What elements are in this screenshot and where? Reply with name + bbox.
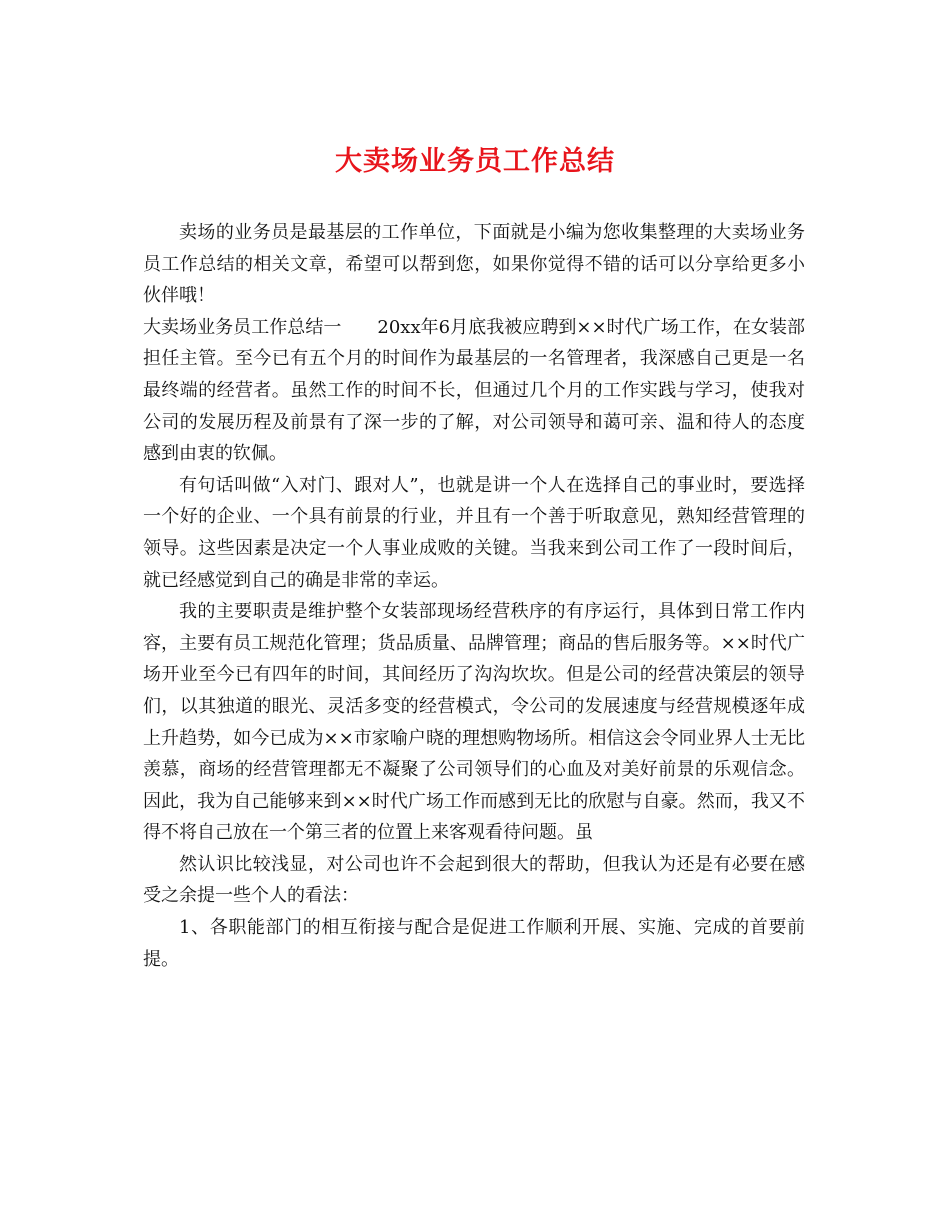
paragraph-right-people: 有句话叫做“入对门、跟对人”，也就是讲一个人在选择自己的事业时，要选择一个好的企业、一个具有前景的行业，并且有一个善于听取意见，熟知经营管理的领导。这些因素是决定一个人事业成败的关键。当我来到公司工作了一段时间后，就已经感觉到自己的确是非常的幸运。 <box>143 474 805 591</box>
section-one-paragraph <box>143 312 805 470</box>
section-one-text: 20xx年6月底我被应聘到××时代广场工作，在女装部担任主管。至今已有五个月的时间作为最基层的一名管理者，我深感自己更是一名最终端的经营者。虽然工作的时间不长，但通过几个月的工作实践与学习，使我对公司的发展历程及前景有了深一步的了解，对公司领导和蔼可亲、温和待人的态度感到由衷的钦佩。 <box>143 316 805 465</box>
paragraph-main-duties: 我的主要职责是维护整个女装部现场经营秩序的有序运行，具体到日常工作内容，主要有员工规范化管理；货品质量、品牌管理；商品的售后服务等。××时代广场开业至今已有四年的时间，其间经历了沟沟坎坎。但是公司的经营决策层的领导们，以其独道的眼光、灵活多变的经营模式，令公司的发展速度与经营规模逐年成上升趋势，如今已成为××市家喻户晓的理想购物场所。相信这会令同业界人士无比羡慕，商场的经营管理都无不凝聚了公司领导们的心血及对美好前景的乐观信念。因此，我为自己能够来到××时代广场工作而感到无比的欣慰与自豪。然而，我又不得不将自己放在一个第三者的位置上来客观看待问题。虽 <box>143 601 805 844</box>
section-one-label: 大卖场业务员工作总结一 <box>143 316 342 338</box>
document-body <box>143 217 805 975</box>
paragraph-opinions: 然认识比较浅显，对公司也许不会起到很大的帮助，但我认为还是有必要在感受之余提一些个人的看法： <box>143 853 805 907</box>
paragraph-point-one: 1、各职能部门的相互衔接与配合是促进工作顺利开展、实施、完成的首要前提。 <box>143 917 805 970</box>
document-title: 大卖场业务员工作总结 <box>335 146 615 177</box>
intro-paragraph: 卖场的业务员是最基层的工作单位，下面就是小编为您收集整理的大卖场业务员工作总结的相关文章，希望可以帮到您，如果你觉得不错的话可以分享给更多小伙伴哦！ <box>143 222 805 307</box>
